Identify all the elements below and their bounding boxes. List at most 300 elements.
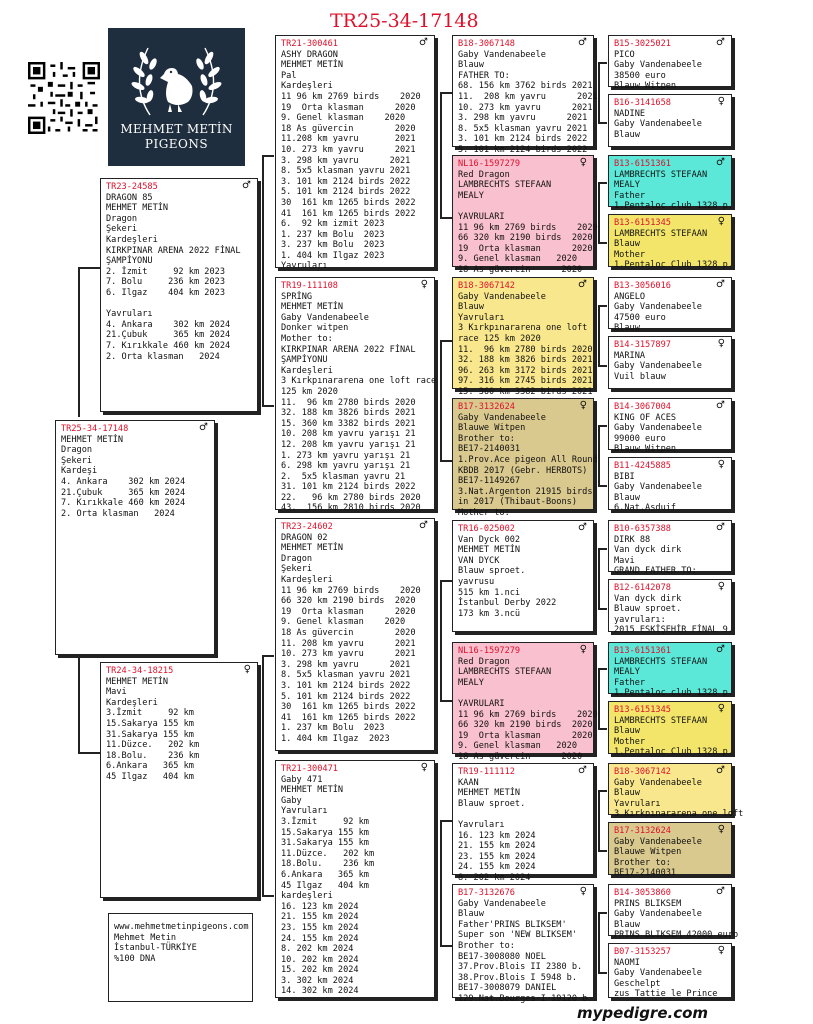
- pigeon-info-line: 3.İzmit 92 km: [281, 816, 369, 827]
- pigeon-info-line: kardeşleri: [281, 891, 333, 902]
- pigeon-info-line: 23. 155 km 2024: [458, 851, 536, 862]
- pigeon-info-line: YAVRULARI: [458, 698, 505, 709]
- ring-number: B13-3056016: [614, 281, 671, 291]
- pigeon-info-line: 19 Orta klasman 2020: [458, 730, 593, 741]
- pigeon-info-line: Pal: [281, 70, 297, 81]
- connector-line: [598, 668, 600, 728]
- logo-name-line1: MEHMET METİN: [120, 122, 233, 136]
- pigeon-info-line: 24. 155 km 2024: [281, 933, 359, 944]
- pigeon-info-line: yavruları:: [614, 614, 666, 625]
- pigeon-info-line: ASHY DRAGON: [281, 49, 338, 60]
- pigeon-info-line: 32. 188 km 3826 birds 2021: [458, 355, 593, 366]
- pigeon-card-subject[interactable]: [55, 420, 215, 655]
- connector-line: [598, 548, 607, 550]
- ring-number: TR21-300461: [281, 39, 338, 49]
- pigeon-info-line: ŞAMPİYONU: [106, 256, 153, 267]
- male-icon: ♂: [716, 522, 725, 533]
- pigeon-info-line: 2. Orta klasman 2024: [106, 351, 220, 362]
- pigeon-info-line: 18.Bolu. 236 km: [106, 750, 200, 761]
- pigeon-info-line: DRAGON 85: [106, 192, 153, 203]
- connector-line: [78, 267, 80, 417]
- pigeon-info-line: NADINE: [614, 108, 646, 119]
- male-icon: ♂: [578, 765, 587, 776]
- pigeon-info-line: Blauw sproet.: [458, 798, 526, 809]
- pigeon-info-line: Dragon: [106, 213, 138, 224]
- contact-line: İstanbul-TÜRKİYE: [114, 943, 197, 954]
- pigeon-info-line: 1. 273 km yavru yarışı 21: [281, 450, 411, 461]
- qr-code-image: [28, 62, 100, 134]
- pigeon-info-line: 6. Ilgaz 404 km 2023: [106, 287, 225, 298]
- pigeon-info-line: Blauw: [614, 919, 640, 930]
- pigeon-info-line: Blauw: [458, 909, 484, 920]
- pigeon-info-line: Gaby Vandenabeele: [614, 60, 702, 71]
- male-icon: ♂: [578, 37, 587, 48]
- pigeon-info-line: Father'PRINS BLIKSEM': [458, 919, 567, 930]
- pigeon-info-line: Red Dragon: [458, 656, 510, 667]
- pigeon-info-line: Van dyck dirk: [614, 593, 682, 604]
- pigeon-card-sd-dam[interactable]: [452, 398, 598, 518]
- pigeon-info-line: Brother to:: [458, 433, 515, 444]
- ring-number: B14-3053860: [614, 888, 671, 898]
- pigeon-info-line: Brother to:: [614, 857, 671, 868]
- pigeon-info-line: BE17-2140031: [614, 868, 677, 879]
- connector-line: [598, 305, 600, 365]
- pigeon-info-line: 16. 123 km 2024: [281, 901, 359, 912]
- connector-line: [598, 912, 607, 914]
- ring-number: B14-3067004: [614, 402, 671, 412]
- pigeon-info-line: Gaby Vandenabeele: [458, 49, 546, 60]
- female-icon: ♀: [243, 664, 251, 675]
- pigeon-card-sd-sire[interactable]: [452, 277, 594, 397]
- pigeon-card-dd-sire[interactable]: [452, 763, 594, 883]
- pigeon-info-line: Yavruları: [281, 261, 328, 272]
- pigeon-info-line: race 125 km 2020: [458, 333, 541, 344]
- ring-number: TR16-025002: [458, 524, 515, 534]
- pigeon-info-line: 3 Kırkpınararena one loft: [614, 809, 744, 820]
- pigeon-info-line: 3. 101 km 2124 birds 2022: [281, 176, 411, 187]
- pigeon-card-gen4-14[interactable]: [608, 822, 732, 879]
- logo: [108, 28, 245, 166]
- pigeon-info-line: 11 96 km 2769 birds 2020: [458, 709, 598, 720]
- contact-info-box: [108, 913, 253, 1002]
- pigeon-info-line: yavrusu: [458, 576, 495, 587]
- connector-line: [440, 340, 442, 460]
- pigeon-info-line: Gaby Vandenabeele: [614, 361, 702, 372]
- female-icon: ♀: [420, 279, 428, 290]
- connector-line: [598, 668, 607, 670]
- pigeon-card-ss-dam[interactable]: [452, 155, 598, 275]
- pigeon-info-line: 45 Ilgaz 404 km: [106, 771, 194, 782]
- pigeon-info-line: 5. 101 km 2124 birds 2022: [281, 187, 411, 198]
- pigeon-info-line: 1. 404 km Ilgaz 2023: [281, 250, 385, 261]
- pigeon-card-sire-sire[interactable]: [275, 35, 435, 272]
- pigeon-laurel-emblem-icon: [108, 30, 245, 122]
- pigeon-info-line: 8. 202 km 2024: [458, 872, 531, 883]
- pigeon-info-line: 3.İzmit 92 km: [106, 708, 194, 719]
- pigeon-info-line: 8. 5x5 klasman yavru 2021: [281, 166, 411, 177]
- pigeon-info-line: 47500 euro: [614, 312, 666, 323]
- pigeon-info-line: 66 320 km 2190 birds 2020: [281, 596, 416, 607]
- connector-line: [598, 728, 607, 730]
- pigeon-info-line: Gaby Vandenabeele: [614, 302, 702, 313]
- pigeon-info-line: Gaby Vandenabeele: [614, 968, 702, 979]
- pigeon-info-line: MEHMET METİN: [61, 434, 124, 445]
- pigeon-info-line: 30 161 km 1265 birds 2022: [281, 702, 416, 713]
- connector-line: [440, 340, 452, 342]
- pigeon-info-line: Şekeri: [281, 564, 313, 575]
- connector-line: [598, 122, 607, 124]
- connector-line: [598, 790, 600, 850]
- ring-number: B12-6142078: [614, 583, 671, 593]
- pigeon-info-line: 1.Pentaloc club 1328 p.: [614, 688, 733, 699]
- pigeon-info-line: 21. 155 km 2024: [458, 841, 536, 852]
- pigeon-card-gen4-7[interactable]: [608, 398, 732, 455]
- pigeon-card-gen4-13[interactable]: [608, 763, 744, 820]
- connector-line: [598, 912, 600, 972]
- female-icon: ♀: [717, 338, 725, 349]
- pigeon-info-line: 24. 155 km 2024: [458, 862, 536, 873]
- pigeon-info-line: 3 Kırkpınararena one loft race: [281, 376, 437, 387]
- ring-number: B18-3067142: [458, 281, 515, 291]
- pigeon-info-line: KIRKPINAR ARENA 2022 FİNAL: [106, 245, 241, 256]
- pigeon-card-gen4-1[interactable]: [608, 35, 732, 92]
- pigeon-info-line: 21.Çubuk 365 km 2024: [106, 330, 231, 341]
- connector-line: [598, 62, 607, 64]
- pigeon-card-ds-sire[interactable]: [452, 520, 594, 632]
- pigeon-info-line: Mother to:: [281, 333, 333, 344]
- pigeon-info-line: LAMBRECHTS STEFAAN: [458, 180, 552, 191]
- pigeon-info-line: 6.Ankara 365 km: [106, 761, 194, 772]
- female-icon: ♀: [717, 581, 725, 592]
- pigeon-info-line: 2. İzmit 92 km 2023: [106, 266, 225, 277]
- pigeon-info-line: Gaby Vandenabeele: [614, 777, 702, 788]
- pigeon-info-line: MEHMET METİN: [281, 60, 344, 71]
- connector-line: [440, 92, 452, 94]
- female-icon: ♀: [717, 703, 725, 714]
- pigeon-info-line: Mother to:: [458, 507, 510, 518]
- pigeon-info-line: Blauw: [614, 788, 640, 799]
- female-icon: ♀: [717, 459, 725, 470]
- pigeon-info-line: MEALY: [458, 677, 484, 688]
- pigeon-info-line: 19 Orta klasman 2020: [458, 243, 593, 254]
- pigeon-info-line: 5. 101 km 2124 birds 2022: [281, 691, 411, 702]
- pigeon-info-line: 41 161 km 1265 birds 2022: [281, 712, 416, 723]
- male-icon: ♂: [716, 644, 725, 655]
- pigeon-info-line: 11. 208 km yavru 2021: [458, 91, 598, 102]
- pigeon-info-line: BE17-1149267: [458, 476, 521, 487]
- pigeon-info-line: MEHMET METİN: [458, 545, 521, 556]
- connector-line: [440, 217, 452, 219]
- contact-line: Mehmet Metin: [114, 932, 177, 943]
- pigeon-info-line: BE17-2140031: [458, 444, 521, 455]
- connector-line: [598, 305, 607, 307]
- connector-line: [440, 945, 452, 947]
- pigeon-info-line: 38.Prov.Blois I 5948 b.: [458, 972, 577, 983]
- pigeon-info-line: 16. 123 km 2024: [458, 830, 536, 841]
- pigeon-info-line: 31.Sakarya 155 km: [281, 838, 369, 849]
- male-icon: ♂: [716, 886, 725, 897]
- pigeon-info-line: 11.Düzce. 202 km: [281, 848, 375, 859]
- pigeon-info-line: Kardeşleri: [106, 697, 158, 708]
- pigeon-info-line: 43. 156 km 2810 birds 2020: [281, 503, 421, 514]
- female-icon: ♀: [717, 945, 725, 956]
- connector-line: [262, 655, 264, 895]
- pigeon-info-line: 11 96 km 2769 birds 2020: [458, 222, 598, 233]
- pigeon-info-line: 3.Nat.Argenton 21915 birds: [458, 486, 593, 497]
- pigeon-card-gen4-15[interactable]: [608, 884, 739, 941]
- pigeon-info-line: Gaby Vandenabeele: [614, 909, 702, 920]
- pigeon-info-line: Gaby Vandenabeele: [614, 119, 702, 130]
- female-icon: ♀: [420, 762, 428, 773]
- female-icon: ♀: [579, 157, 587, 168]
- ring-number: B10-6357388: [614, 524, 671, 534]
- pigeon-info-line: YAVRULARI: [458, 211, 505, 222]
- pigeon-info-line: GRAND FATHER TO:: [614, 566, 697, 577]
- pigeon-info-line: Blauw: [614, 323, 640, 334]
- pigeon-info-line: 18.Bolu. 236 km: [281, 859, 375, 870]
- connector-line: [598, 850, 607, 852]
- pigeon-info-line: 15. 202 km 2024: [281, 965, 359, 976]
- pigeon-info-line: 4. Ankara 302 km 2024: [106, 319, 231, 330]
- ring-number: B17-3132676: [458, 888, 515, 898]
- connector-line: [598, 790, 607, 792]
- pigeon-info-line: 515 km 1.nci: [458, 587, 521, 598]
- male-icon: ♂: [199, 422, 208, 433]
- pigeon-info-line: [106, 299, 253, 310]
- pigeon-info-line: 15. 360 km 3382 birds 2021: [458, 386, 593, 397]
- pigeon-card-gen4-4[interactable]: [608, 214, 733, 271]
- pigeon-info-line: 3. 302 km 2024: [281, 975, 354, 986]
- female-icon: ♀: [717, 96, 725, 107]
- pigeon-info-line: MEHMET METİN: [281, 543, 344, 554]
- pigeon-info-line: PRINS BLIKSEM 42000 euro: [614, 930, 739, 941]
- pigeon-info-line: 3. 298 km yavru 2021: [281, 659, 411, 670]
- pigeon-card-dam[interactable]: [100, 662, 258, 898]
- connector-line: [262, 655, 274, 657]
- pigeon-info-line: MEHMET METİN: [458, 788, 521, 799]
- pigeon-info-line: 10. 202 km 2024: [281, 954, 359, 965]
- pigeon-info-line: Kardeşleri: [281, 365, 333, 376]
- pigeon-info-line: 32. 188 km 3826 birds 2021: [281, 408, 416, 419]
- pigeon-info-line: 11.Düzce. 202 km: [106, 740, 200, 751]
- pigeon-info-line: Dragon: [281, 553, 313, 564]
- pigeon-info-line: [458, 201, 589, 212]
- pigeon-info-line: 10. 273 km yavru 2021: [281, 144, 416, 155]
- pigeon-info-line: 4. Ankara 302 km 2024: [61, 476, 186, 487]
- pigeon-info-line: Vuil blauw: [614, 371, 666, 382]
- pigeon-info-line: Şekeri: [61, 455, 93, 466]
- pigeon-info-line: 1.Pentaloc Club 1328 p.: [614, 260, 733, 271]
- pigeon-info-line: MEHMET METİN: [106, 203, 169, 214]
- pigeon-info-line: 38500 euro: [614, 70, 666, 81]
- pigeon-info-line: 3. 101 km 2124 birds 2022: [458, 134, 588, 145]
- pigeon-card-gen4-10[interactable]: [608, 579, 733, 636]
- pigeon-info-line: MEHMET METİN: [281, 302, 344, 313]
- pigeon-info-line: in 2017 (Thibaut-Boons): [458, 497, 577, 508]
- pigeon-info-line: 66 320 km 2190 birds 2020: [458, 233, 593, 244]
- pigeon-info-line: Blauw: [614, 129, 640, 140]
- pigeon-card-gen4-3[interactable]: [608, 155, 733, 212]
- pigeon-info-line: 18 As güvercin 2020: [281, 627, 416, 638]
- connector-line: [78, 752, 100, 754]
- pigeon-info-line: 99000 euro: [614, 433, 666, 444]
- connector-line: [598, 972, 607, 974]
- ring-number: TR24-34-18215: [106, 666, 174, 676]
- pigeon-info-line: Father: [614, 677, 646, 688]
- pigeon-info-line: Van dyck dirk: [614, 545, 682, 556]
- pigeon-info-line: KBDB 2017 (Gebr. HERBOTS): [458, 465, 588, 476]
- connector-line: [262, 155, 274, 157]
- pigeon-card-gen4-16[interactable]: [608, 943, 732, 998]
- ring-number: B18-3067148: [458, 39, 515, 49]
- male-icon: ♂: [419, 37, 428, 48]
- pigeon-card-dam-sire[interactable]: [275, 518, 435, 751]
- pigeon-info-line: 15. 360 km 3382 birds 2021: [281, 418, 416, 429]
- pigeon-card-dd-dam[interactable]: [452, 884, 594, 1004]
- pigeon-info-line: [458, 688, 589, 699]
- pigeon-info-line: VAN DYCK: [458, 555, 500, 566]
- pigeon-info-line: Yavruları: [458, 312, 505, 323]
- pigeon-info-line: zus Tattie le Prince: [614, 989, 718, 1000]
- pigeon-info-line: Gaby Vandenabeele: [614, 836, 702, 847]
- pigeon-info-line: DRAGON 02: [281, 532, 328, 543]
- pigeon-info-line: Gaby Vandenabeele: [614, 482, 702, 493]
- pigeon-info-line: MEHMET METİN: [106, 676, 169, 687]
- connector-line: [598, 425, 607, 427]
- connector-line: [78, 657, 80, 752]
- connector-line: [598, 365, 607, 367]
- pigeon-info-line: 10. 273 km yavru 2021: [281, 649, 416, 660]
- pigeon-card-gen4-6[interactable]: [608, 336, 732, 389]
- connector-line: [440, 580, 442, 700]
- pigeon-info-line: 6. 92 km izmit 2023: [281, 219, 385, 230]
- pigeon-card-gen4-5[interactable]: [608, 277, 732, 334]
- pigeon-info-line: 8. 5x5 klasman yavru 2021: [281, 670, 411, 681]
- pigeon-card-gen4-2[interactable]: [608, 94, 732, 147]
- male-icon: ♂: [242, 180, 251, 191]
- pigeon-info-line: 21. 155 km 2024: [281, 912, 359, 923]
- pigeon-info-line: 9. Genel klasman 2020: [281, 617, 406, 628]
- pigeon-card-ss-sire[interactable]: [452, 35, 598, 155]
- male-icon: ♂: [716, 157, 725, 168]
- connector-line: [262, 155, 264, 405]
- pigeon-card-sire-dam[interactable]: [275, 277, 437, 514]
- ring-number: TR23-24585: [106, 182, 158, 192]
- pigeon-info-line: Blauw: [614, 492, 640, 503]
- pigeon-info-line: Blauw sproet.: [614, 604, 682, 615]
- ring-number: NL16-1597279: [458, 159, 521, 169]
- pigeon-info-line: MEALY: [458, 190, 484, 201]
- male-icon: ♂: [578, 522, 587, 533]
- ring-number: B14-3157897: [614, 340, 671, 350]
- pigeon-info-line: 11. 208 km yavru 2021: [281, 638, 416, 649]
- pigeon-info-line: PICO: [614, 49, 635, 60]
- pigeon-info-line: 21.Çubuk 365 km 2024: [61, 487, 186, 498]
- pigeon-info-line: Blauw Witpen: [614, 444, 677, 455]
- ring-number: NL16-1597279: [458, 646, 521, 656]
- pigeon-info-line: Blauw sproet.: [458, 566, 526, 577]
- pigeon-info-line: İstanbul Derby 2022: [458, 598, 557, 609]
- male-icon: ♂: [716, 279, 725, 290]
- pigeon-info-line: 18 As güvercin 2020: [458, 751, 583, 762]
- pigeon-card-gen4-9[interactable]: [608, 520, 732, 577]
- pigeon-info-line: 31.Sakarya 155 km: [106, 729, 194, 740]
- pigeon-info-line: PRINS BLIKSEM: [614, 898, 682, 909]
- pigeon-info-line: BE17-3008080 NOEL: [458, 951, 546, 962]
- pigeon-info-line: MEALY: [614, 180, 640, 191]
- contact-line: %100 DNA: [114, 953, 156, 964]
- pigeon-info-line: 14. 302 km 2024: [281, 986, 359, 997]
- pigeon-info-line: [458, 809, 589, 820]
- pigeon-info-line: Blauw Witpen: [614, 81, 677, 92]
- pigeon-info-line: Donker witpen: [281, 323, 349, 334]
- pigeon-info-line: 1.Pentaloc club 1328 p.: [614, 201, 733, 212]
- pigeon-info-line: Yavruları: [106, 309, 153, 320]
- pigeon-info-line: 1. 237 km Bolu 2023: [281, 723, 385, 734]
- female-icon: ♀: [579, 644, 587, 655]
- ring-number: B11-4245885: [614, 461, 671, 471]
- pigeon-info-line: 1. 237 km Bolu 2023: [281, 229, 385, 240]
- pigeon-card-ds-dam[interactable]: [452, 642, 598, 762]
- pigeon-info-line: Mother: [614, 249, 646, 260]
- pigeon-info-line: 97. 316 km 2745 birds 2021: [458, 376, 593, 387]
- footer-brand[interactable]: mypedigre.com: [577, 1004, 709, 1022]
- pigeon-info-line: LAMBRECHTS STEFAAN: [458, 667, 552, 678]
- pigeon-info-line: Gaby Vandenabeele: [458, 412, 546, 423]
- pigeon-info-line: Gaby Vandenabeele: [281, 312, 369, 323]
- male-icon: ♂: [578, 279, 587, 290]
- pigeon-info-line: LAMBRECHTS STEFAAN: [614, 656, 708, 667]
- logo-name-line2: PIGEONS: [144, 137, 209, 151]
- pigeon-info-line: MARINA: [614, 350, 646, 361]
- ring-number: B17-3132624: [614, 826, 671, 836]
- pigeon-info-line: LAMBRECHTS STEFAAN: [614, 715, 708, 726]
- pigeon-info-line: 18 As güvercin 2020: [458, 264, 583, 275]
- ring-number: TR23-24602: [281, 522, 333, 532]
- pigeon-card-gen4-11[interactable]: [608, 642, 733, 699]
- pigeon-info-line: Yavruları: [614, 798, 661, 809]
- connector-line: [598, 485, 607, 487]
- pigeon-info-line: 37.Prov.Blois II 2380 b.: [458, 962, 583, 973]
- pigeon-info-line: BIBI: [614, 471, 635, 482]
- pigeon-info-line: Van Dyck 002: [458, 534, 521, 545]
- connector-line: [598, 182, 607, 184]
- pigeon-card-gen4-12[interactable]: [608, 701, 733, 758]
- connector-line: [440, 580, 452, 582]
- pigeon-card-gen4-8[interactable]: [608, 457, 732, 514]
- pigeon-info-line: 9. Genel klasman 2020: [458, 741, 577, 752]
- male-icon: ♂: [419, 520, 428, 531]
- ring-number: TR19-111112: [458, 767, 515, 777]
- ring-number: B13-6151361: [614, 159, 671, 169]
- connector-line: [262, 895, 274, 897]
- connector-line: [262, 405, 274, 407]
- pigeon-info-line: 1. 404 km Ilgaz 2023: [281, 733, 390, 744]
- pigeon-card-sire[interactable]: [100, 178, 258, 412]
- pigeon-info-line: 2015 ESKİŞEHİR FİNAL 9.: [614, 625, 733, 636]
- pigeon-info-line: KAAN: [458, 777, 479, 788]
- pigeon-info-line: Gaby Vandenabeele: [614, 423, 702, 434]
- pigeon-info-line: 96. 263 km 3172 birds 2021: [458, 365, 593, 376]
- pigeon-info-line: 6.Ankara 365 km: [281, 869, 369, 880]
- pigeon-info-line: 125 km 2020: [281, 386, 338, 397]
- pigeon-info-line: MEALY: [614, 667, 640, 678]
- pigeon-info-line: 1.Pentaloc Club 1328 p.: [614, 747, 733, 758]
- pigeon-card-dam-dam[interactable]: [275, 760, 435, 998]
- pigeon-info-line: 1.Prov.Ace pigeon All Round: [458, 454, 598, 465]
- connector-line: [78, 267, 100, 269]
- pigeon-info-line: 31. 101 km 2124 birds 2022: [281, 482, 416, 493]
